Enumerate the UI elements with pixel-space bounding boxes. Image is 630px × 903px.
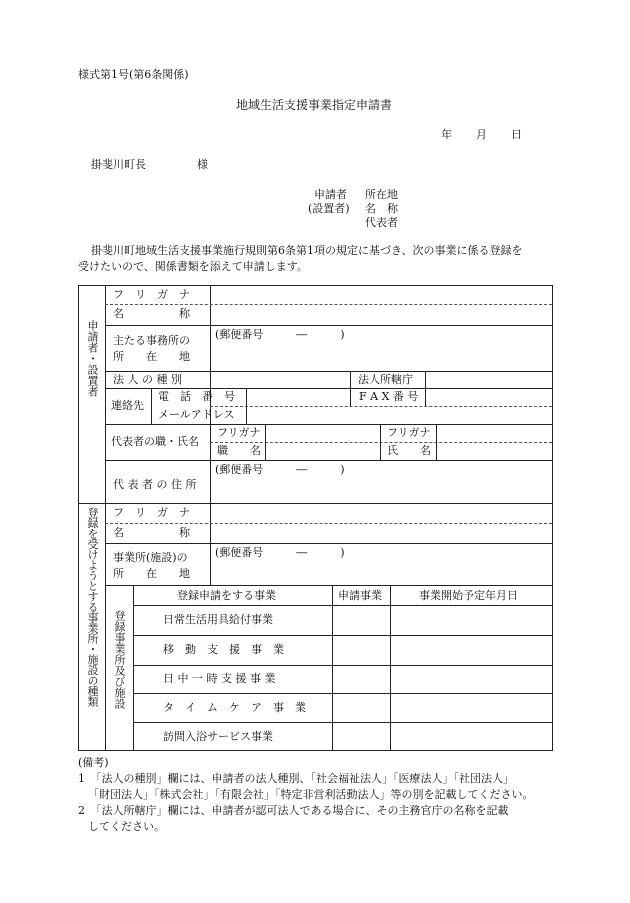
note-2-line-1: 2 「法人所轄庁」欄には、申請者が認可法人である場合に、その主務官庁の名称を記載	[78, 804, 509, 817]
col-service-header: 登録申請をする事業	[177, 589, 276, 602]
notes-heading: (備考)	[78, 756, 109, 769]
corp-office-label: 法人所轄庁	[358, 373, 413, 386]
facility-address-label-1: 事業所(施設)の	[113, 551, 188, 564]
rep-title-name-label: 代表者の職・氏名	[111, 435, 199, 448]
page-title: 地域生活支援事業指定申請書	[236, 98, 393, 112]
name-label: 名 称	[113, 307, 190, 320]
fax-label: F A X 番 号	[359, 390, 419, 403]
office-address-label-1: 主たる事務所の	[113, 334, 190, 347]
rep-furigana-label: フリガナ	[217, 426, 261, 439]
applicant-name-label: 名 称	[365, 202, 398, 215]
email-label: メールアドレス	[158, 408, 235, 421]
facility-postal-label: (郵便番号 ― )	[215, 546, 345, 559]
rep-title-label: 職 名	[217, 444, 261, 457]
applicant-address-label: 所在地	[365, 188, 398, 201]
service-row-1: 日常生活用具給付事業	[163, 613, 273, 626]
rep-name-label: 氏 名	[387, 444, 431, 457]
contact-label: 連絡先	[111, 399, 144, 412]
date-month: 月	[476, 128, 487, 141]
date-day: 日	[511, 128, 522, 141]
note-1-line-2: 「財団法人」「株式会社」「有限会社」「特定非営利活動法人」等の別を記載してください。	[88, 788, 534, 801]
rep-postal-label: (郵便番号 ― )	[215, 463, 345, 476]
application-form-table	[78, 285, 552, 750]
office-address-label-2: 所 在 地	[113, 350, 190, 363]
registered-facility-label: 登録事業所及び施設	[113, 610, 126, 709]
note-1-line-1: 1 「法人の種別」欄には、申請者の法人種別、「社会福祉法人」「医療法人」「社団法人」	[78, 772, 514, 785]
rep-furigana-label-2: フリガナ	[387, 426, 431, 439]
phone-label: 電 話 番 号	[158, 390, 235, 403]
facility-name-label: 名 称	[113, 526, 190, 539]
rep-address-label: 代 表 者 の 住 所	[113, 478, 197, 491]
section1-side-label: 申請者・設置者	[86, 320, 99, 397]
installer-label: (設置者)	[308, 202, 350, 215]
postal-code-label: (郵便番号 ― )	[215, 328, 345, 341]
service-row-3: 日 中 一 時 支 援 事 業	[163, 672, 276, 685]
intro-line-1: 掛斐川町地域生活支援事業施行規則第6条第1項の規定に基づき、次の事業に係る登録を	[91, 244, 523, 257]
facility-address-label-2: 所 在 地	[113, 567, 190, 580]
furigana-label: フ リ ガ ナ	[113, 288, 190, 301]
applicant-rep-label: 代表者	[365, 216, 398, 229]
intro-line-2: 受けたいので、関係書類を添えて申請します。	[78, 260, 308, 273]
service-row-5: 訪問入浴サービス事業	[163, 730, 273, 743]
date-year: 年	[441, 128, 452, 141]
form-number: 様式第1号(第6条関係)	[78, 68, 189, 81]
facility-furigana-label: フ リ ガ ナ	[113, 506, 190, 519]
addressee-name: 掛斐川町長	[91, 158, 146, 171]
service-row-2: 移 動 支 援 事 業	[163, 643, 284, 656]
addressee-honorific: 様	[197, 158, 208, 171]
col-apply-header: 申請事業	[338, 589, 382, 602]
service-row-4: タ イ ム ケ ア 事 業	[163, 701, 306, 714]
section2-side-label: 登録を受けようとする事業所・施設の種類	[86, 507, 99, 707]
corp-type-label: 法 人 の 種 別	[113, 373, 182, 386]
applicant-label: 申請者	[314, 188, 347, 201]
col-start-header: 事業開始予定年月日	[419, 589, 518, 602]
note-2-line-2: してください。	[88, 820, 165, 833]
